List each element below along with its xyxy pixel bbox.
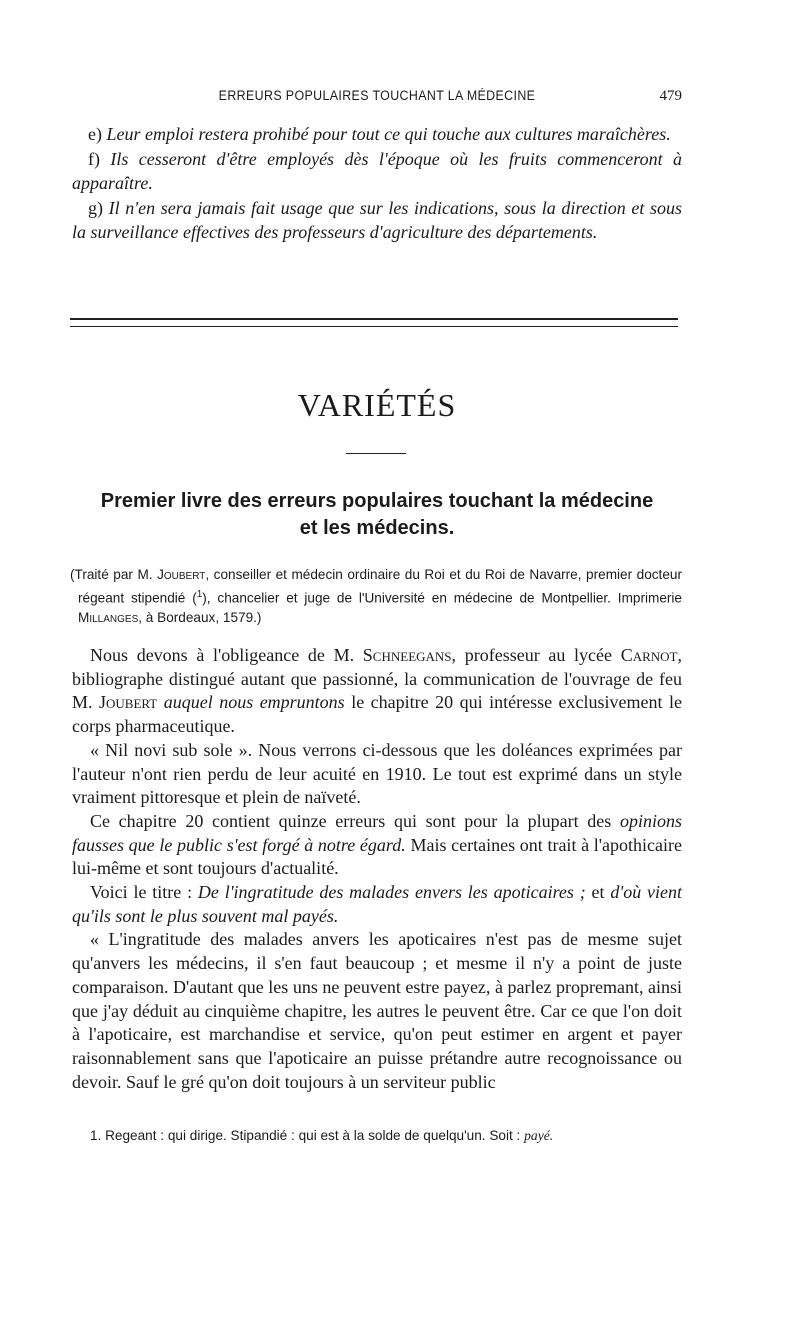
list-item-label: f) <box>88 148 100 169</box>
note-text: , conseiller et médecin ordinaire du Roi et du Roi de Navarre, premier docteur régeant stipendié ( <box>78 567 682 606</box>
list-item-text: Il n'en sera jamais fait usage que sur les indications, sous la direction et sous la surveillance effectives des professeurs d'agriculture des départements. <box>72 197 682 242</box>
paragraph <box>72 810 682 881</box>
source-note <box>70 565 682 627</box>
school-name: Carnot <box>620 645 678 665</box>
paragraph: « L'ingratitude des malades anvers les apoticaires n'est pas de mesme sujet qu'anvers les médecins, il s'en faut beaucoup ; et mesme il n'y a point de juste comparaison. D'autant que les uns ne peuvent estre payez, à parlez propremant, ainsi que j'ay déduit au cinquième chapitre, les autres le peuvent être. Car ce que l'on doit à l'apoticaire, est marchandise et service, qu'on peut estimer en argent et payer raisonnablement sans que l'apoticaire an puisse prétandre autre recognoissance ou devoir. Sauf le gré qu'on doit toujours à un serviteur public <box>72 929 682 1092</box>
italic-run: auquel nous empruntons <box>157 692 345 713</box>
section-divider <box>70 318 678 327</box>
running-header-title: ERREURS POPULAIRES TOUCHANT LA MÉDECINE <box>218 88 536 103</box>
article-title <box>72 488 682 542</box>
list-item-label: g) <box>88 197 103 218</box>
article-title-line-2: et les médecins. <box>299 517 455 539</box>
note-text: ), chancelier et juge de l'Université en médecine de Montpellier. Imprimerie <box>202 590 682 606</box>
section-title: VARIÉTÉS <box>297 387 457 423</box>
page-number: 479 <box>659 88 682 104</box>
list-item <box>72 147 682 196</box>
article-body <box>72 644 682 1094</box>
list-item-text: Ils cesseront d'être employés dès l'époque où les fruits commenceront à apparaître. <box>72 148 683 193</box>
printer-name: Millanges <box>78 609 139 625</box>
note-text: (Traité par M. <box>70 567 158 582</box>
footnote-ref: 1 <box>196 588 203 600</box>
list-item <box>72 122 682 147</box>
paragraph <box>72 881 682 928</box>
list-item-text: Leur emploi restera prohibé pour tout ce qui touche aux cultures maraîchères. <box>106 124 671 144</box>
italic-run: opinions fausses que le public s'est forgé à notre égard. <box>72 810 682 855</box>
text-run: , bibliographe distingué autant que passionné, la communication de l'ouvrage de feu M. <box>72 645 682 713</box>
regulation-list <box>72 122 682 245</box>
article-title-line-1: Premier livre des erreurs populaires touchant la médecine <box>100 490 654 512</box>
text-run: le chapitre 20 qui intéresse exclusivement le corps pharmaceutique. <box>72 692 682 737</box>
italic-run: d'où vient qu'ils sont le plus souvent mal payés. <box>72 882 682 926</box>
list-item <box>72 196 682 245</box>
footnote <box>90 1127 680 1145</box>
title-underline <box>346 453 406 454</box>
text-run: Ce chapitre 20 contient quinze erreurs qui sont pour la plupart des <box>90 810 620 831</box>
person-name: Joubert <box>99 692 158 713</box>
running-header <box>72 88 682 110</box>
italic-run: De l'ingratitude des malades envers les apoticaires ; <box>197 882 586 903</box>
text-run: Mais certaines ont trait à l'apothicaire lui-même et sont toujours d'actualité. <box>72 834 682 879</box>
text-run: , professeur au lycée <box>451 645 621 665</box>
paragraph: « Nil novi sub sole ». Nous verrons ci-dessous que les doléances exprimées par l'auteur n'ont rien perdu de leur acuité en 1910. Le tout est exprimé dans un style vraiment pittoresque et plein de naïveté. <box>72 739 682 808</box>
footnote-italic: payé. <box>524 1128 554 1143</box>
text-run: Voici le titre : <box>90 882 198 903</box>
footnote-text: 1. Regeant : qui dirige. Stipandié : qui est à la solde de quelqu'un. Soit : <box>90 1128 525 1143</box>
text-run: Nous devons à l'obligeance de M. <box>90 645 363 665</box>
note-text: , à Bordeaux, 1579.) <box>138 609 262 625</box>
paragraph <box>72 644 682 739</box>
text-run: et <box>585 882 611 903</box>
list-item-label: e) <box>88 124 102 144</box>
author-name: Joubert <box>157 567 206 582</box>
person-name: Schneegans <box>362 645 452 665</box>
